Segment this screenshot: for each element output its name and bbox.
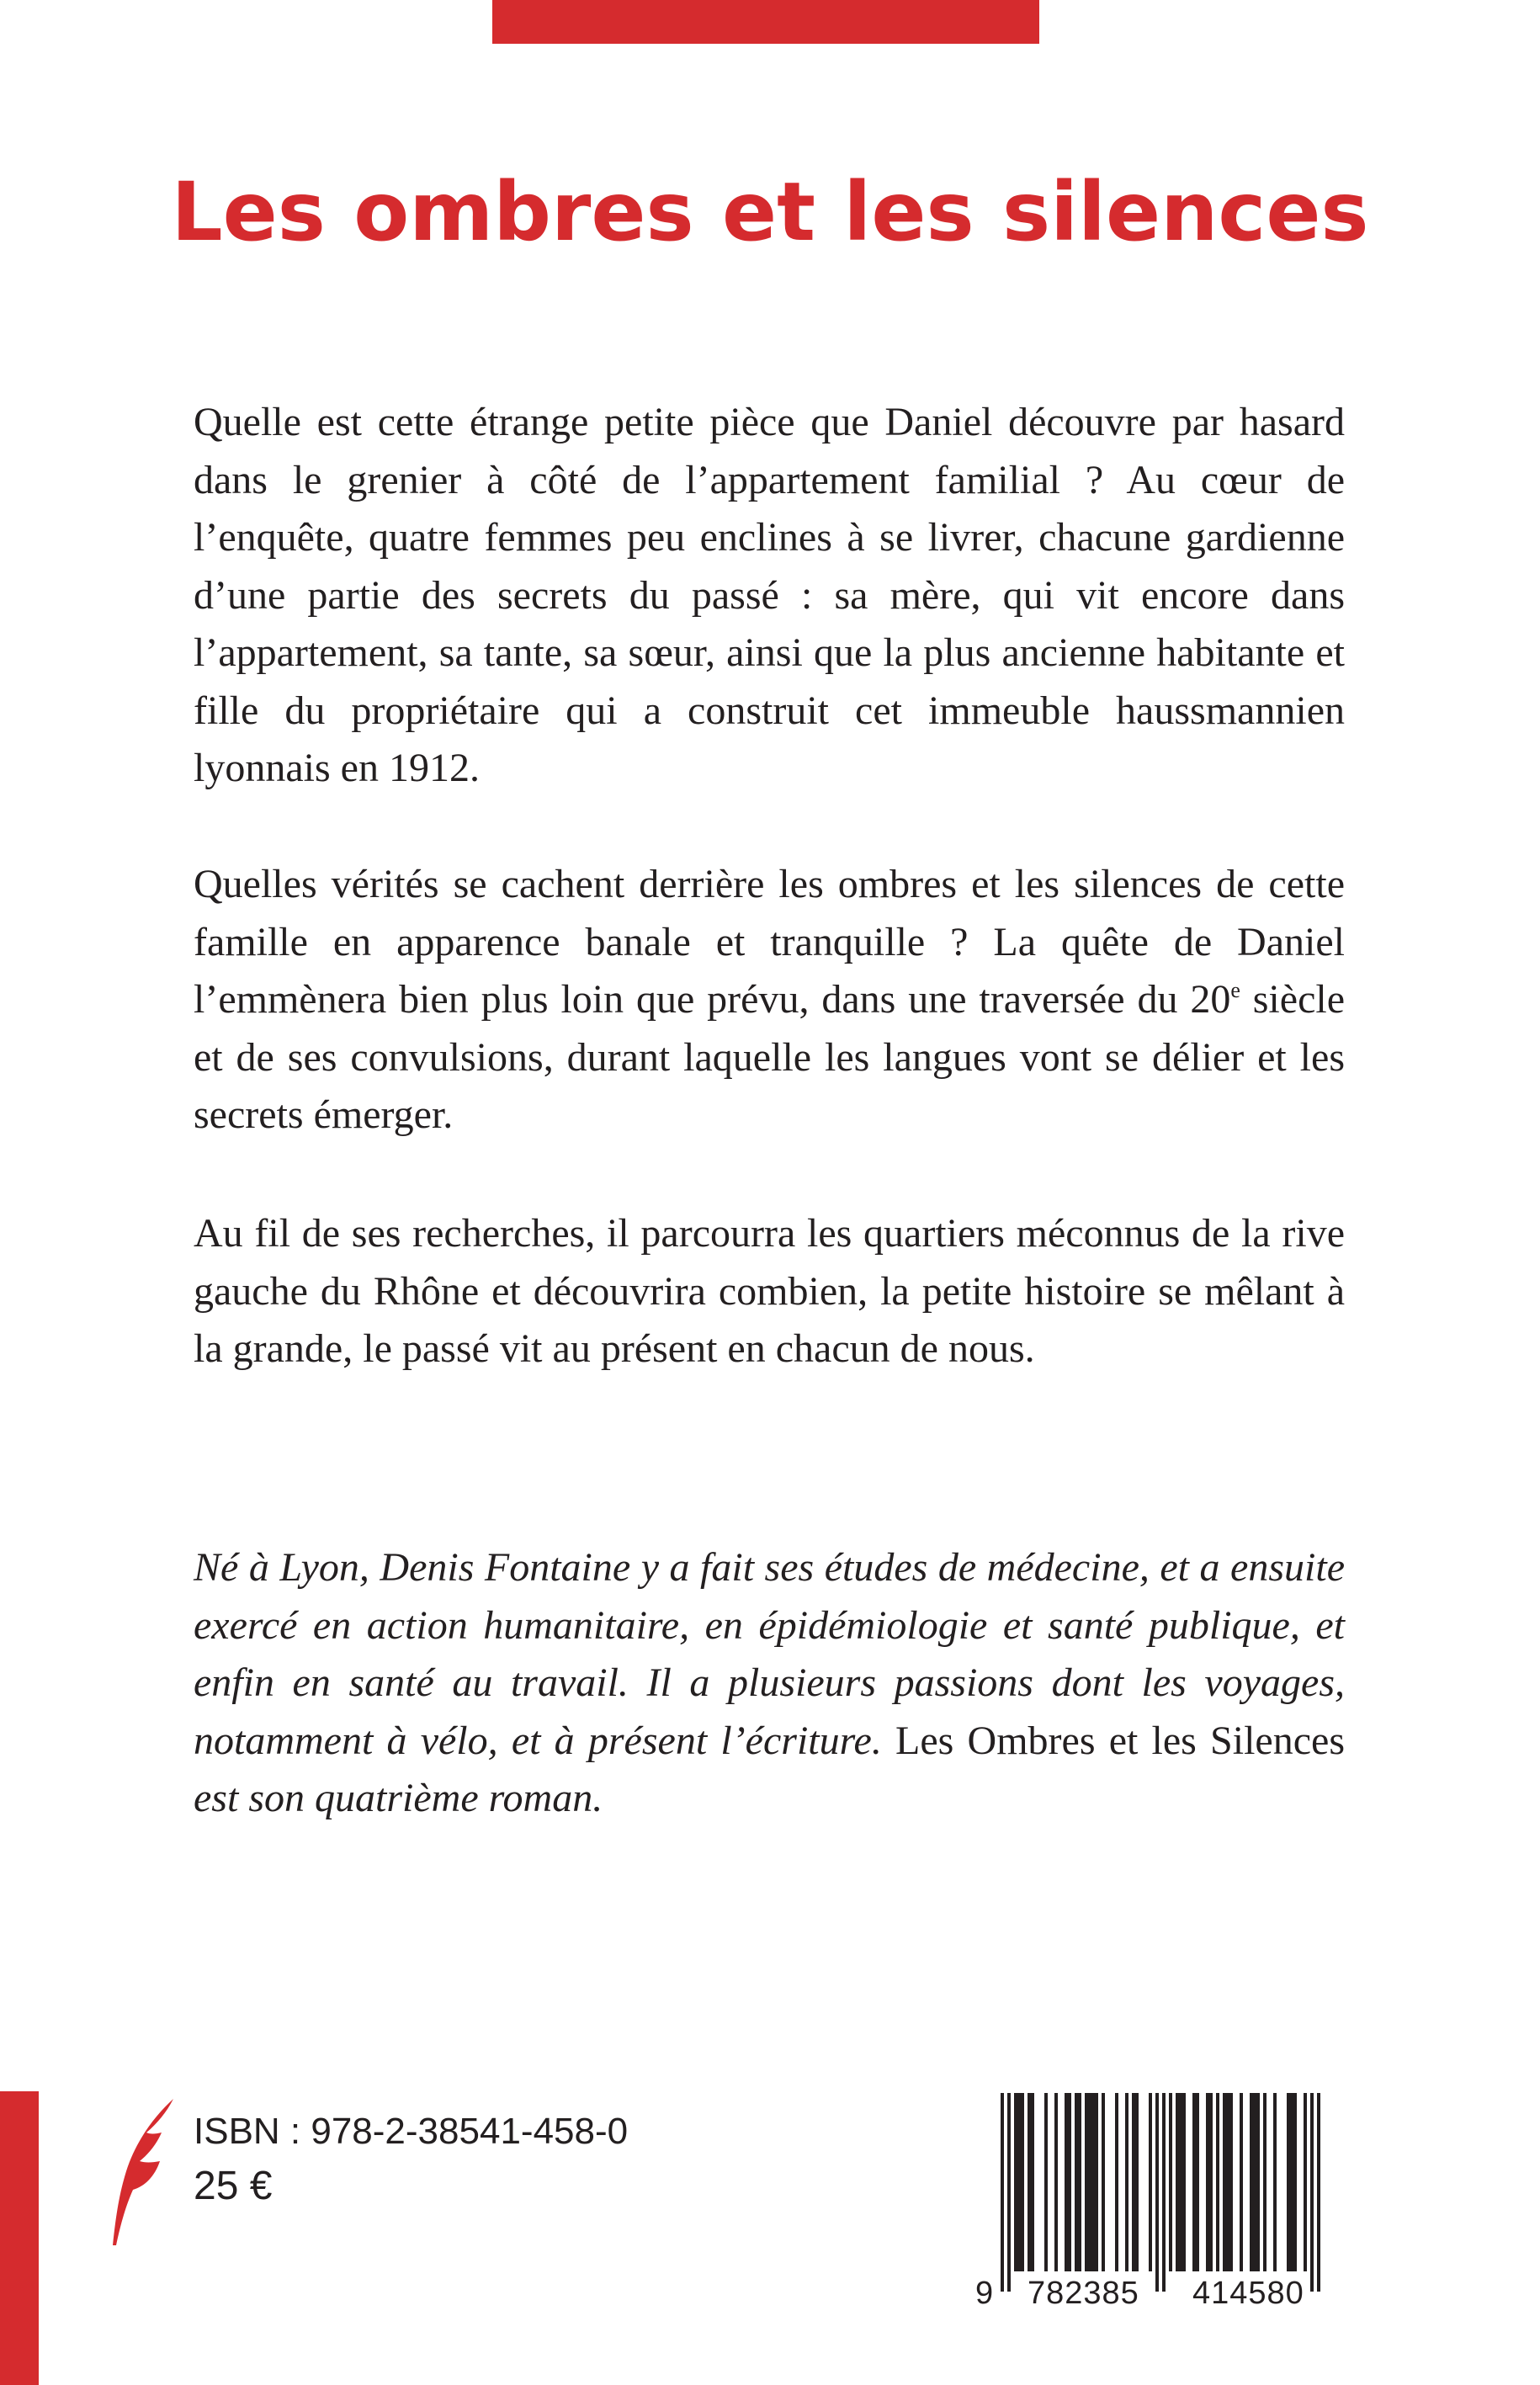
blurb-paragraph-2-before: Quelles vérités se cachent derrière les ombres et les silences de cette famille en apparence banale et tranquille ? La quête de Daniel l’emmènera bien plus loin que prévu, dans une traversée du 20 [194, 862, 1345, 1022]
barcode-bar [1054, 2093, 1058, 2271]
side-accent-bar [0, 2091, 39, 2385]
barcode-bar [1169, 2093, 1172, 2271]
top-accent-bar [492, 0, 1039, 44]
barcode-bar [1290, 2093, 1293, 2271]
blurb-paragraph-2 [194, 856, 1345, 1145]
barcode-bar [1095, 2093, 1098, 2271]
barcode-bar [1223, 2093, 1226, 2271]
barcode-right-digits: 414580 [1192, 2276, 1304, 2311]
barcode-bar [1206, 2093, 1209, 2271]
barcode-bar [1304, 2093, 1307, 2271]
barcode-bar [1287, 2093, 1290, 2271]
barcode-bar [1014, 2093, 1017, 2271]
barcode-bar [1162, 2093, 1166, 2292]
barcode-bar [1256, 2093, 1260, 2271]
barcode-bar [1253, 2093, 1256, 2271]
barcode-bar [1065, 2093, 1068, 2271]
barcode-first-digit: 9 [975, 2276, 994, 2311]
barcode-bar [1028, 2093, 1031, 2271]
blurb-paragraph-2-after: siècle et de ses convulsions, durant laquelle les langues vont se délier et les secrets émerger. [194, 977, 1346, 1137]
barcode-bar [1273, 2093, 1277, 2271]
barcode-bar [1091, 2093, 1095, 2271]
barcode-bar [1149, 2093, 1152, 2271]
barcode-bar [1176, 2093, 1179, 2271]
barcode-bar [1075, 2093, 1078, 2271]
barcode-bar [1125, 2093, 1128, 2271]
barcode-bar [1088, 2093, 1091, 2271]
barcode-bar [1196, 2093, 1199, 2271]
author-bio-novel-title: Les Ombres et les Silences [881, 1718, 1345, 1763]
barcode-bar [1293, 2093, 1297, 2271]
barcode-bar [1216, 2093, 1219, 2271]
barcode-bar [1263, 2093, 1267, 2271]
barcode-bar [1007, 2093, 1011, 2292]
author-bio-italic-2: est son quatrième roman. [194, 1776, 603, 1820]
barcode-bar [1135, 2093, 1139, 2271]
barcode-bar [1310, 2093, 1314, 2292]
barcode-bar [1155, 2093, 1159, 2292]
barcode-bar [1182, 2093, 1186, 2271]
feather-logo-icon [108, 2096, 177, 2249]
barcode-bar [1031, 2093, 1034, 2271]
barcode-bar [1226, 2093, 1229, 2271]
barcode-bar [1001, 2093, 1004, 2292]
blurb-paragraph-3-text: Au fil de ses recherches, il parcourra les quartiers méconnus de la rive gauche du Rhône et découvrira combien, la petite histoire se mêlant à la grande, le passé vit au présent en chacun de nous. [194, 1211, 1345, 1371]
barcode-bar [1179, 2093, 1182, 2271]
barcode-bar [1250, 2093, 1253, 2271]
barcode [972, 2083, 1342, 2319]
book-title: Les ombres et les silences [171, 165, 1369, 259]
barcode-bar [1229, 2093, 1233, 2271]
barcode-bar [1115, 2093, 1118, 2271]
barcode-bar [1085, 2093, 1088, 2271]
barcode-bar [1209, 2093, 1213, 2271]
barcode-bar [1102, 2093, 1105, 2271]
blurb-paragraph-3 [194, 1205, 1345, 1378]
barcode-bar [1078, 2093, 1081, 2271]
author-bio [194, 1539, 1345, 1828]
barcode-left-digits: 782385 [1028, 2276, 1139, 2311]
barcode-bar [1240, 2093, 1243, 2271]
blurb-paragraph-1-text: Quelle est cette étrange petite pièce que Daniel découvre par hasard dans le grenier à côté de l’appartement familial ? Au cœur de l’enquête, quatre femmes peu enclines à se livrer, chacune gardienne d’une partie des secrets du passé : sa mère, qui vit encore dans l’appartement, sa tante, sa sœur, ainsi que la plus ancienne habitante et fille du propriétaire qui a construit cet immeuble haussmannien lyonnais en 1912. [194, 400, 1345, 790]
barcode-bar [1317, 2093, 1320, 2292]
barcode-bar [1017, 2093, 1021, 2271]
barcode-bar [1192, 2093, 1196, 2271]
barcode-bar [1132, 2093, 1135, 2271]
price-label: 25 € [194, 2164, 273, 2208]
barcode-bar [1044, 2093, 1048, 2271]
blurb-paragraph-1 [194, 394, 1345, 798]
century-superscript: e [1230, 978, 1240, 1002]
barcode-bar [1021, 2093, 1024, 2271]
isbn-label: ISBN : 978-2-38541-458-0 [194, 2111, 629, 2152]
barcode-bar [1068, 2093, 1071, 2271]
author-bio-italic-1: Né à Lyon, Denis Fontaine y a fait ses études de médecine, et a ensuite exercé en action humanitaire, en épidémiologie et santé publique, et enfin en santé au travail. Il a plusieurs passions dont les voyages, notamment à vélo, et à présent l’écriture. [194, 1545, 1345, 1763]
